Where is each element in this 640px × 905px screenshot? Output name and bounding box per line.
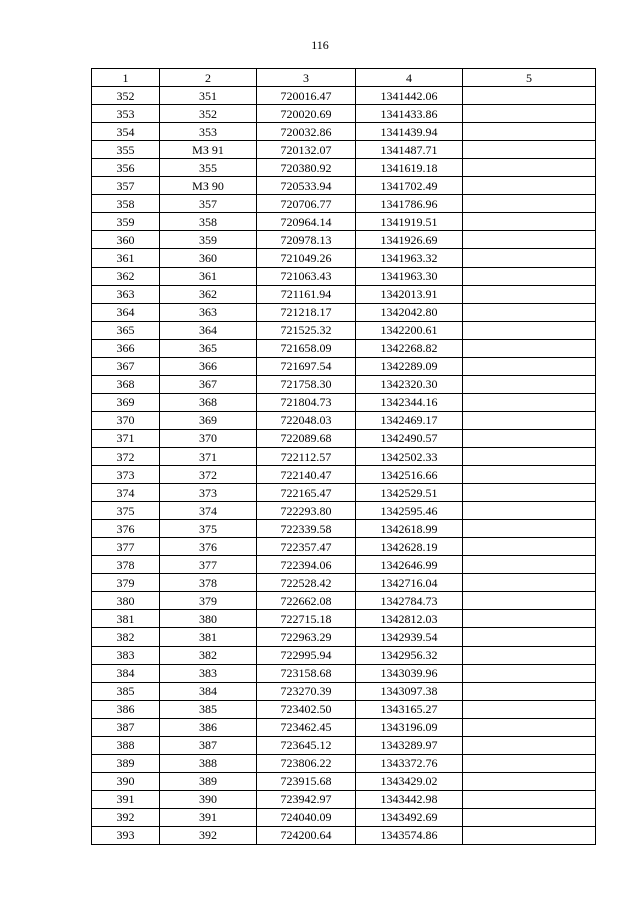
- notes-cell: [463, 339, 596, 357]
- y-coordinate-cell: 1342646.99: [356, 556, 463, 574]
- y-coordinate-cell: 1342268.82: [356, 339, 463, 357]
- point-number-cell: 356: [92, 159, 160, 177]
- ref-number-cell: 390: [160, 790, 257, 808]
- point-number-cell: 358: [92, 195, 160, 213]
- header-row: [92, 69, 596, 87]
- point-number-cell: 391: [92, 790, 160, 808]
- y-coordinate-cell: 1342956.32: [356, 646, 463, 664]
- y-coordinate-cell: 1343429.02: [356, 772, 463, 790]
- point-number-cell: 384: [92, 664, 160, 682]
- x-coordinate-cell: 723942.97: [257, 790, 356, 808]
- notes-cell: [463, 826, 596, 844]
- ref-number-cell: 367: [160, 375, 257, 393]
- point-number-cell: 365: [92, 321, 160, 339]
- point-number-cell: 366: [92, 339, 160, 357]
- x-coordinate-cell: 723270.39: [257, 682, 356, 700]
- notes-cell: [463, 285, 596, 303]
- y-coordinate-cell: 1343097.38: [356, 682, 463, 700]
- table-row: [92, 538, 596, 556]
- x-coordinate-cell: 722528.42: [257, 574, 356, 592]
- notes-cell: [463, 574, 596, 592]
- point-number-cell: 352: [92, 87, 160, 105]
- notes-cell: [463, 87, 596, 105]
- y-coordinate-cell: 1342469.17: [356, 411, 463, 429]
- x-coordinate-cell: 721049.26: [257, 249, 356, 267]
- x-coordinate-cell: 720032.86: [257, 123, 356, 141]
- ref-number-cell: 353: [160, 123, 257, 141]
- notes-cell: [463, 556, 596, 574]
- table-row: [92, 664, 596, 682]
- notes-cell: [463, 213, 596, 231]
- x-coordinate-cell: 721804.73: [257, 393, 356, 411]
- point-number-cell: 381: [92, 610, 160, 628]
- table-row: [92, 520, 596, 538]
- ref-number-cell: 363: [160, 303, 257, 321]
- notes-cell: [463, 321, 596, 339]
- notes-cell: [463, 682, 596, 700]
- table-row: [92, 393, 596, 411]
- table-row: [92, 123, 596, 141]
- table-row: [92, 700, 596, 718]
- x-coordinate-cell: 722293.80: [257, 502, 356, 520]
- ref-number-cell: 355: [160, 159, 257, 177]
- y-coordinate-cell: 1341442.06: [356, 87, 463, 105]
- point-number-cell: 353: [92, 105, 160, 123]
- ref-number-cell: 392: [160, 826, 257, 844]
- table-body: [92, 87, 596, 845]
- notes-cell: [463, 772, 596, 790]
- table-row: [92, 339, 596, 357]
- ref-number-cell: 364: [160, 321, 257, 339]
- ref-number-cell: МЗ 90: [160, 177, 257, 195]
- column-header-5: 5: [463, 69, 596, 87]
- notes-cell: [463, 411, 596, 429]
- x-coordinate-cell: 723462.45: [257, 718, 356, 736]
- table-row: [92, 375, 596, 393]
- ref-number-cell: 381: [160, 628, 257, 646]
- y-coordinate-cell: 1342042.80: [356, 303, 463, 321]
- notes-cell: [463, 610, 596, 628]
- table-header: [92, 69, 596, 87]
- point-number-cell: 380: [92, 592, 160, 610]
- notes-cell: [463, 393, 596, 411]
- ref-number-cell: 384: [160, 682, 257, 700]
- x-coordinate-cell: 722165.47: [257, 484, 356, 502]
- x-coordinate-cell: 724040.09: [257, 808, 356, 826]
- x-coordinate-cell: 723645.12: [257, 736, 356, 754]
- ref-number-cell: 391: [160, 808, 257, 826]
- y-coordinate-cell: 1341487.71: [356, 141, 463, 159]
- ref-number-cell: 380: [160, 610, 257, 628]
- notes-cell: [463, 700, 596, 718]
- notes-cell: [463, 790, 596, 808]
- ref-number-cell: 376: [160, 538, 257, 556]
- ref-number-cell: 357: [160, 195, 257, 213]
- ref-number-cell: 388: [160, 754, 257, 772]
- ref-number-cell: 385: [160, 700, 257, 718]
- point-number-cell: 378: [92, 556, 160, 574]
- x-coordinate-cell: 722963.29: [257, 628, 356, 646]
- point-number-cell: 377: [92, 538, 160, 556]
- ref-number-cell: 374: [160, 502, 257, 520]
- table-row: [92, 592, 596, 610]
- x-coordinate-cell: 721063.43: [257, 267, 356, 285]
- x-coordinate-cell: 720020.69: [257, 105, 356, 123]
- point-number-cell: 357: [92, 177, 160, 195]
- x-coordinate-cell: 722995.94: [257, 646, 356, 664]
- table-row: [92, 826, 596, 844]
- notes-cell: [463, 303, 596, 321]
- point-number-cell: 370: [92, 411, 160, 429]
- y-coordinate-cell: 1342013.91: [356, 285, 463, 303]
- ref-number-cell: 360: [160, 249, 257, 267]
- notes-cell: [463, 484, 596, 502]
- column-header-4: 4: [356, 69, 463, 87]
- table-row: [92, 249, 596, 267]
- ref-number-cell: 379: [160, 592, 257, 610]
- point-number-cell: 355: [92, 141, 160, 159]
- point-number-cell: 360: [92, 231, 160, 249]
- table-row: [92, 736, 596, 754]
- x-coordinate-cell: 721218.17: [257, 303, 356, 321]
- ref-number-cell: 368: [160, 393, 257, 411]
- y-coordinate-cell: 1343574.86: [356, 826, 463, 844]
- ref-number-cell: 375: [160, 520, 257, 538]
- ref-number-cell: 352: [160, 105, 257, 123]
- point-number-cell: 371: [92, 429, 160, 447]
- point-number-cell: 373: [92, 466, 160, 484]
- table-row: [92, 177, 596, 195]
- x-coordinate-cell: 722140.47: [257, 466, 356, 484]
- table-row: [92, 411, 596, 429]
- table-row: [92, 105, 596, 123]
- ref-number-cell: 373: [160, 484, 257, 502]
- x-coordinate-cell: 724200.64: [257, 826, 356, 844]
- ref-number-cell: 366: [160, 357, 257, 375]
- table-row: [92, 502, 596, 520]
- ref-number-cell: 361: [160, 267, 257, 285]
- ref-number-cell: 389: [160, 772, 257, 790]
- x-coordinate-cell: 720706.77: [257, 195, 356, 213]
- table-row: [92, 772, 596, 790]
- ref-number-cell: 371: [160, 447, 257, 465]
- table-row: [92, 159, 596, 177]
- notes-cell: [463, 466, 596, 484]
- ref-number-cell: 358: [160, 213, 257, 231]
- x-coordinate-cell: 722048.03: [257, 411, 356, 429]
- point-number-cell: 364: [92, 303, 160, 321]
- x-coordinate-cell: 720380.92: [257, 159, 356, 177]
- notes-cell: [463, 646, 596, 664]
- x-coordinate-cell: 721161.94: [257, 285, 356, 303]
- point-number-cell: 368: [92, 375, 160, 393]
- ref-number-cell: 351: [160, 87, 257, 105]
- y-coordinate-cell: 1343372.76: [356, 754, 463, 772]
- notes-cell: [463, 538, 596, 556]
- y-coordinate-cell: 1342716.04: [356, 574, 463, 592]
- point-number-cell: 383: [92, 646, 160, 664]
- point-number-cell: 379: [92, 574, 160, 592]
- x-coordinate-cell: 722394.06: [257, 556, 356, 574]
- y-coordinate-cell: 1342200.61: [356, 321, 463, 339]
- ref-number-cell: 365: [160, 339, 257, 357]
- y-coordinate-cell: 1343289.97: [356, 736, 463, 754]
- point-number-cell: 375: [92, 502, 160, 520]
- x-coordinate-cell: 720132.07: [257, 141, 356, 159]
- point-number-cell: 372: [92, 447, 160, 465]
- y-coordinate-cell: 1342516.66: [356, 466, 463, 484]
- table-row: [92, 790, 596, 808]
- x-coordinate-cell: 720978.13: [257, 231, 356, 249]
- y-coordinate-cell: 1342812.03: [356, 610, 463, 628]
- x-coordinate-cell: 722112.57: [257, 447, 356, 465]
- y-coordinate-cell: 1343442.98: [356, 790, 463, 808]
- notes-cell: [463, 592, 596, 610]
- table-row: [92, 141, 596, 159]
- y-coordinate-cell: 1343039.96: [356, 664, 463, 682]
- table-row: [92, 574, 596, 592]
- x-coordinate-cell: 721758.30: [257, 375, 356, 393]
- notes-cell: [463, 177, 596, 195]
- y-coordinate-cell: 1342595.46: [356, 502, 463, 520]
- point-number-cell: 369: [92, 393, 160, 411]
- ref-number-cell: 386: [160, 718, 257, 736]
- point-number-cell: 363: [92, 285, 160, 303]
- x-coordinate-cell: 721658.09: [257, 339, 356, 357]
- ref-number-cell: 372: [160, 466, 257, 484]
- point-number-cell: 386: [92, 700, 160, 718]
- table-row: [92, 628, 596, 646]
- point-number-cell: 387: [92, 718, 160, 736]
- x-coordinate-cell: 722089.68: [257, 429, 356, 447]
- notes-cell: [463, 267, 596, 285]
- table-row: [92, 808, 596, 826]
- y-coordinate-cell: 1342289.09: [356, 357, 463, 375]
- ref-number-cell: 378: [160, 574, 257, 592]
- notes-cell: [463, 664, 596, 682]
- y-coordinate-cell: 1341702.49: [356, 177, 463, 195]
- point-number-cell: 359: [92, 213, 160, 231]
- y-coordinate-cell: 1343165.27: [356, 700, 463, 718]
- table-row: [92, 484, 596, 502]
- y-coordinate-cell: 1343196.09: [356, 718, 463, 736]
- y-coordinate-cell: 1342939.54: [356, 628, 463, 646]
- x-coordinate-cell: 723402.50: [257, 700, 356, 718]
- notes-cell: [463, 195, 596, 213]
- notes-cell: [463, 231, 596, 249]
- table-row: [92, 303, 596, 321]
- ref-number-cell: 383: [160, 664, 257, 682]
- point-number-cell: 354: [92, 123, 160, 141]
- table-row: [92, 754, 596, 772]
- notes-cell: [463, 357, 596, 375]
- point-number-cell: 376: [92, 520, 160, 538]
- ref-number-cell: 387: [160, 736, 257, 754]
- x-coordinate-cell: 721697.54: [257, 357, 356, 375]
- x-coordinate-cell: 720533.94: [257, 177, 356, 195]
- notes-cell: [463, 375, 596, 393]
- notes-cell: [463, 105, 596, 123]
- table-row: [92, 357, 596, 375]
- notes-cell: [463, 447, 596, 465]
- point-number-cell: 385: [92, 682, 160, 700]
- column-header-2: 2: [160, 69, 257, 87]
- table-row: [92, 267, 596, 285]
- table-row: [92, 610, 596, 628]
- ref-number-cell: 382: [160, 646, 257, 664]
- table-row: [92, 285, 596, 303]
- y-coordinate-cell: 1341619.18: [356, 159, 463, 177]
- point-number-cell: 367: [92, 357, 160, 375]
- notes-cell: [463, 141, 596, 159]
- notes-cell: [463, 808, 596, 826]
- y-coordinate-cell: 1341963.32: [356, 249, 463, 267]
- point-number-cell: 389: [92, 754, 160, 772]
- ref-number-cell: 377: [160, 556, 257, 574]
- ref-number-cell: МЗ 91: [160, 141, 257, 159]
- notes-cell: [463, 159, 596, 177]
- x-coordinate-cell: 723915.68: [257, 772, 356, 790]
- point-number-cell: 392: [92, 808, 160, 826]
- ref-number-cell: 362: [160, 285, 257, 303]
- column-header-1: 1: [92, 69, 160, 87]
- table-row: [92, 429, 596, 447]
- point-number-cell: 361: [92, 249, 160, 267]
- y-coordinate-cell: 1341926.69: [356, 231, 463, 249]
- x-coordinate-cell: 722357.47: [257, 538, 356, 556]
- ref-number-cell: 359: [160, 231, 257, 249]
- y-coordinate-cell: 1342490.57: [356, 429, 463, 447]
- notes-cell: [463, 249, 596, 267]
- y-coordinate-cell: 1341919.51: [356, 213, 463, 231]
- coordinates-table: [91, 68, 596, 845]
- y-coordinate-cell: 1341786.96: [356, 195, 463, 213]
- column-header-3: 3: [257, 69, 356, 87]
- notes-cell: [463, 754, 596, 772]
- notes-cell: [463, 123, 596, 141]
- table-row: [92, 231, 596, 249]
- point-number-cell: 374: [92, 484, 160, 502]
- table-row: [92, 682, 596, 700]
- y-coordinate-cell: 1342344.16: [356, 393, 463, 411]
- table-row: [92, 213, 596, 231]
- x-coordinate-cell: 721525.32: [257, 321, 356, 339]
- y-coordinate-cell: 1342628.19: [356, 538, 463, 556]
- y-coordinate-cell: 1341963.30: [356, 267, 463, 285]
- point-number-cell: 362: [92, 267, 160, 285]
- notes-cell: [463, 628, 596, 646]
- notes-cell: [463, 502, 596, 520]
- x-coordinate-cell: 722339.58: [257, 520, 356, 538]
- y-coordinate-cell: 1342502.33: [356, 447, 463, 465]
- y-coordinate-cell: 1342618.99: [356, 520, 463, 538]
- notes-cell: [463, 520, 596, 538]
- y-coordinate-cell: 1341439.94: [356, 123, 463, 141]
- y-coordinate-cell: 1342529.51: [356, 484, 463, 502]
- point-number-cell: 393: [92, 826, 160, 844]
- point-number-cell: 388: [92, 736, 160, 754]
- point-number-cell: 390: [92, 772, 160, 790]
- x-coordinate-cell: 720016.47: [257, 87, 356, 105]
- table-row: [92, 718, 596, 736]
- x-coordinate-cell: 722662.08: [257, 592, 356, 610]
- y-coordinate-cell: 1342784.73: [356, 592, 463, 610]
- x-coordinate-cell: 722715.18: [257, 610, 356, 628]
- notes-cell: [463, 736, 596, 754]
- y-coordinate-cell: 1343492.69: [356, 808, 463, 826]
- notes-cell: [463, 429, 596, 447]
- ref-number-cell: 370: [160, 429, 257, 447]
- table-row: [92, 195, 596, 213]
- notes-cell: [463, 718, 596, 736]
- table-row: [92, 556, 596, 574]
- table-row: [92, 447, 596, 465]
- x-coordinate-cell: 720964.14: [257, 213, 356, 231]
- point-number-cell: 382: [92, 628, 160, 646]
- y-coordinate-cell: 1341433.86: [356, 105, 463, 123]
- x-coordinate-cell: 723806.22: [257, 754, 356, 772]
- page-number: 116: [311, 38, 329, 52]
- table-row: [92, 87, 596, 105]
- table-row: [92, 646, 596, 664]
- x-coordinate-cell: 723158.68: [257, 664, 356, 682]
- ref-number-cell: 369: [160, 411, 257, 429]
- table-row: [92, 321, 596, 339]
- table-row: [92, 466, 596, 484]
- y-coordinate-cell: 1342320.30: [356, 375, 463, 393]
